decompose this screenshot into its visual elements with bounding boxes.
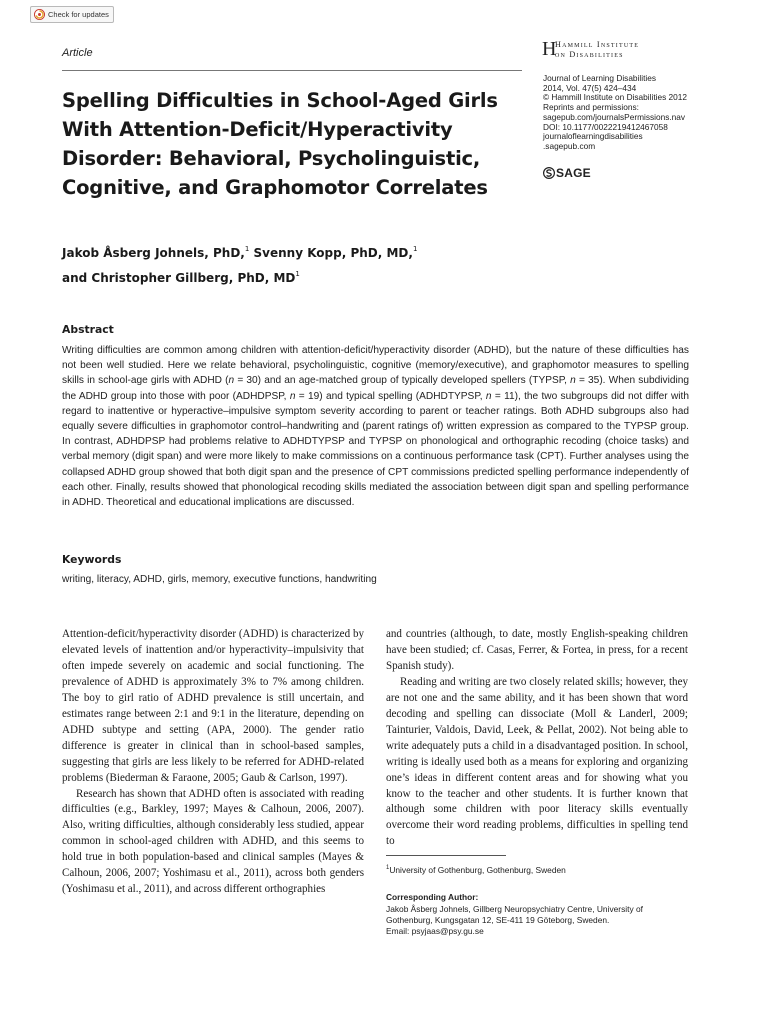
body-paragraph: and countries (although, to date, mostly English-speaking children have been studied; cf. Casas, Ferrer, & Fortea, in press, for a recent Spanish study). xyxy=(386,628,688,672)
body-paragraph: Research has shown that ADHD often is associated with reading difficulties (e.g., Barkley, 1997; Mayes & Calhoun, 2006, 2007). Also, writing difficulties, although considerably less studied, appear common in school-aged children with ADHD, and this seems to hold true in both population-based and clinical samples (Mayes & Calhoun, 2006, 2007; Yoshimasu et al., 2011), across both genders (Yoshimasu et al., 2011), and across different orthographies xyxy=(62,787,364,896)
sage-wordmark: SAGE xyxy=(556,166,591,180)
article-title: Spelling Difficulties in School-Aged Girls With Attention-Deficit/Hyperactivity Disorder: Behavioral, Psycholinguistic, Cognitive, and Graphomotor Correlates xyxy=(62,89,498,199)
body-paragraph: Attention-deficit/hyperactivity disorder (ADHD) is characterized by elevated levels of inattention and/or hyperactivity–impulsivity that often impede severely on academic and social functioning. The prevalence of ADHD is approximately 3% to 7% among children. The boy to girl ratio of ADHD prevalence is still uncertain, and estimates range between 2:1 and 9:1 in the literature, depending on ADHD subtype and setting (APA, 2000). The gender ratio difference is greater in clinical than in school-based samples, suggesting that girls are less likely to be referred for ADHD-related problems (Biederman & Faraone, 2005; Gaub & Carlson, 1997). xyxy=(62,628,364,784)
abstract-text: Writing difficulties are common among children with attention-deficit/hyperactivity disorder (ADHD), but the nature of these difficulties has not been well studied. Here we relate behavioral, psycholinguistic, cognitive (memory/executive), and graphomotor measures to spelling skills in school-age girls with ADHD (n = 30) and an age-matched group of typically developed spellers (TYPSP, n = 35). When subdividing the ADHD group into those with poor (ADHDPSP, n = 19) and typical spelling (ADHDTYPSP, n = 11), the two subgroups did not differ with regard to inattentive or hyperactive–impulsive symptom severity according to parent or teacher ratings. Both ADHD subgroups also had equally severe difficulties in graphomotor control–handwriting and (parent ratings of) written expression as compared to the TYPSP group. In contrast, ADHDPSP had problems relative to ADHDTYPSP and TYPSP on phonological and orthographic recoding (choice tasks) and verbal memory (digit span) and were more likely to make commissions on a continuous performance task (CPT). Further analyses using the collapsed ADHD group showed that both digit span and the presence of CPT commissions predicted spelling performance independently of each other. Finally, results showed that phonological recoding skills mediated the association between digit span and spelling performance in ADHD. Theoretical and educational implications are discussed. xyxy=(62,345,689,509)
keywords-list: writing, literacy, ADHD, girls, memory, executive functions, handwriting xyxy=(62,574,377,585)
abstract-heading: Abstract xyxy=(62,323,114,336)
check-for-updates-button[interactable] xyxy=(30,6,114,23)
publisher-name-line1: Hammill Institute xyxy=(555,40,640,49)
corresponding-author-address: Jakob Åsberg Johnels, Gillberg Neuropsychiatry Centre, University of Gothenburg, Kungsgatan 12, SE-411 19 Göteborg, Sweden. xyxy=(386,903,643,926)
author-3: and Christopher Gillberg, PhD, MD xyxy=(62,271,296,285)
body-paragraph: Reading and writing are two closely related skills; however, they are not one and the same ability, and it has been shown that word decoding and spelling can dissociate (Moll & Landerl, 2009; Tainturier, Valdois, David, Leek, & Pellat, 2002). Not being able to write adequately puts a child in a disadvantaged position. In school, writing is ideally used both as a means for exploring and organizing one’s ideas in different content areas and for showing what you know to the teacher and other students. It is further known that although some children with poor literacy skills eventually overcome their word reading problems, difficulties in spelling tend to xyxy=(386,675,688,848)
reprints-label: Reprints and permissions: xyxy=(543,102,639,113)
body-column-left xyxy=(62,627,364,898)
author-3-affil: 1 xyxy=(295,270,300,278)
author-2: Svenny Kopp, PhD, MD, xyxy=(249,246,413,260)
corresponding-author-label: Corresponding Author: xyxy=(386,892,479,903)
email-link[interactable]: psyjaas@psy.gu.se xyxy=(411,926,484,937)
journal-copyright: © Hammill Institute on Disabilities 2012 xyxy=(543,92,687,103)
journal-url-line1[interactable]: journaloflearningdisabilities xyxy=(543,131,643,142)
doi[interactable]: DOI: 10.1177/0022219412467058 xyxy=(543,121,668,132)
author-2-affil: 1 xyxy=(412,245,418,253)
publisher-name-line2: on Disabilities xyxy=(555,50,624,59)
keywords-heading: Keywords xyxy=(62,553,122,566)
check-for-updates-label: Check for updates xyxy=(48,10,109,19)
corresponding-author-email: Email: psyjaas@psy.gu.se xyxy=(386,926,484,937)
journal-name: Journal of Learning Disabilities xyxy=(543,73,656,83)
author-1-affil: 1 xyxy=(244,245,250,253)
update-icon xyxy=(34,9,45,20)
affiliation-footnote: $^1$University of Gothenburg, Gothenburg, Sweden xyxy=(386,864,566,875)
author-1: Jakob Åsberg Johnels, PhD, xyxy=(62,246,245,260)
sage-logo xyxy=(543,166,591,180)
permissions-link[interactable]: sagepub.com/journalsPermissions.nav xyxy=(543,111,686,122)
footnote-rule xyxy=(386,855,506,856)
body-column-right xyxy=(386,627,688,850)
header-rule xyxy=(62,70,522,71)
author-list xyxy=(62,239,522,289)
journal-volume: 2014, Vol. 47(5) 424–434 xyxy=(543,82,637,93)
article-type-label: Article xyxy=(62,47,93,59)
journal-url-line2[interactable]: .sagepub.com xyxy=(543,140,596,151)
journal-info xyxy=(543,74,723,152)
footnotes xyxy=(386,863,688,938)
sage-swirl-icon xyxy=(543,167,555,179)
hammill-logo-mark: H xyxy=(542,38,557,60)
